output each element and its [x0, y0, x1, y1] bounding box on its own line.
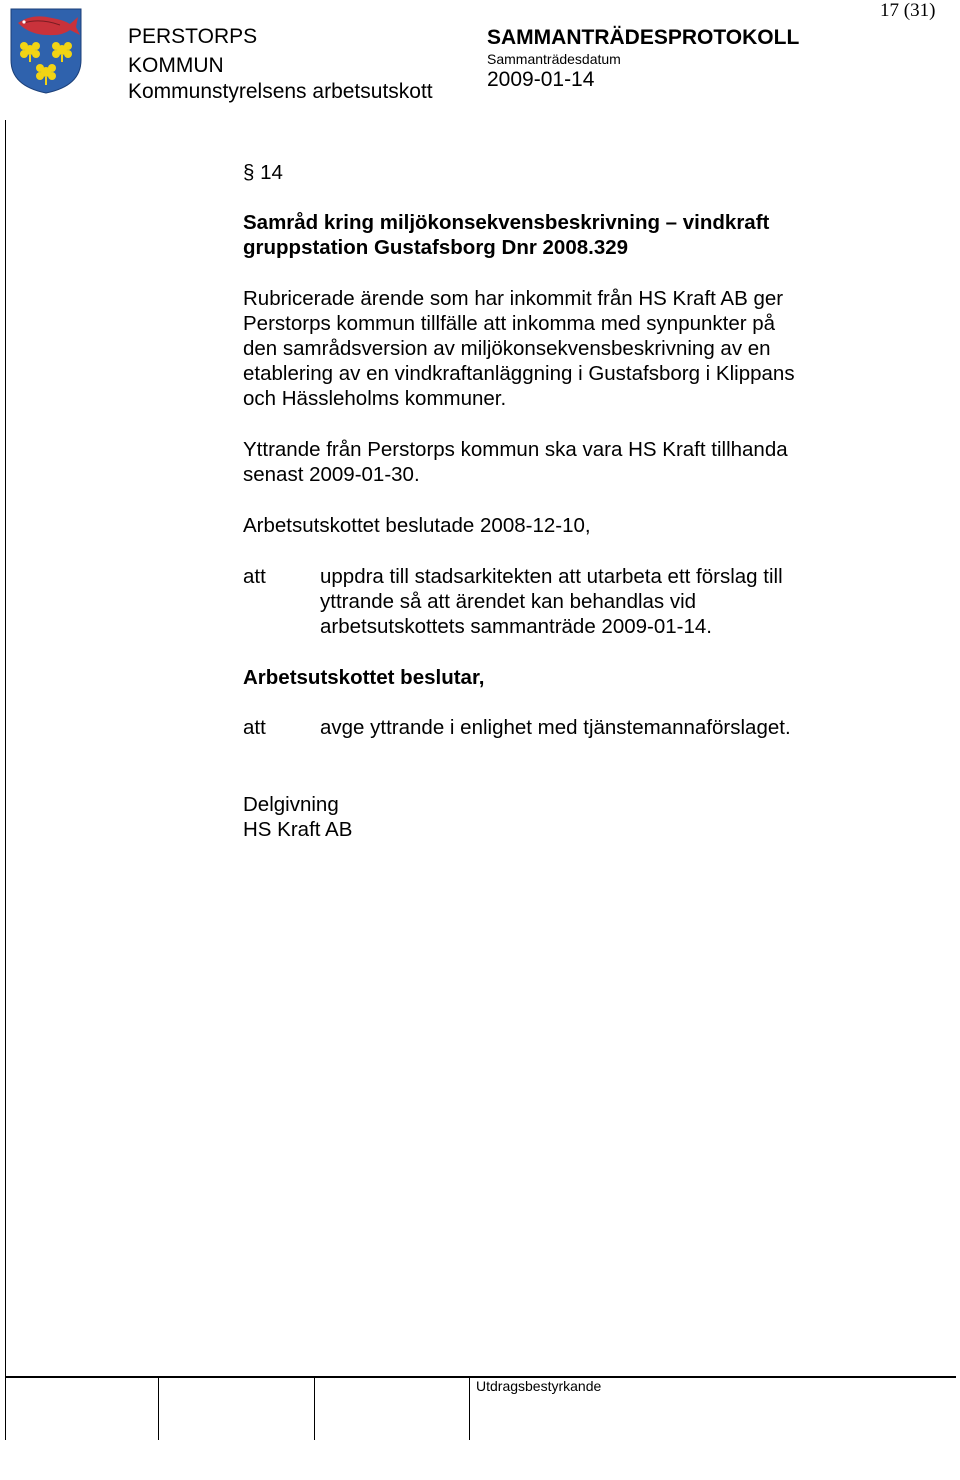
footer-cell-divider-3 [469, 1377, 470, 1440]
text-line: Yttrande från Perstorps kommun ska vara HS Kraft tillhanda [243, 438, 788, 461]
text-line: yttrande så att ärendet kan behandlas vid [320, 590, 697, 613]
page-number: 17 (31) [880, 0, 936, 21]
decision-label: att [243, 716, 266, 739]
decision-heading: Arbetsutskottet beslutar, [243, 666, 485, 689]
left-margin-line [5, 120, 6, 1440]
coat-of-arms-logo [10, 8, 82, 94]
text-line: den samrådsversion av miljökonsekvensbeskrivning av en [243, 337, 771, 360]
org-name-line2: KOMMUN [128, 54, 224, 77]
heading-line-1: Samråd kring miljökonsekvensbeskrivning – vindkraft [243, 211, 770, 234]
delivery-recipient: HS Kraft AB [243, 818, 353, 841]
text-line: Perstorps kommun tillfälle att inkomma med synpunkter på [243, 312, 776, 335]
org-committee: Kommunstyrelsens arbetsutskott [128, 80, 433, 103]
org-name-line1: PERSTORPS [128, 25, 258, 48]
footer-cell-divider-2 [314, 1377, 315, 1440]
paragraph-number: § 14 [243, 161, 283, 184]
text-line: Rubricerade ärende som har inkommit från HS Kraft AB ger [243, 287, 784, 310]
prior-decision-intro: Arbetsutskottet beslutade 2008-12-10, [243, 514, 591, 537]
extract-certification-label: Utdragsbestyrkande [476, 1378, 602, 1394]
meeting-date-label: Sammanträdesdatum [487, 51, 621, 67]
text-line: senast 2009-01-30. [243, 463, 420, 486]
prior-decision-text [320, 564, 783, 639]
footer-cell-divider-1 [158, 1377, 159, 1440]
text-line: etablering av en vindkraftanläggning i Gustafsborg i Klippans [243, 362, 795, 385]
heading-line-2: gruppstation Gustafsborg Dnr 2008.329 [243, 236, 629, 259]
meeting-date-value: 2009-01-14 [487, 68, 595, 91]
prior-decision-label: att [243, 565, 266, 588]
decision-text: avge yttrande i enlighet med tjänstemannaförslaget. [320, 716, 791, 739]
text-line: uppdra till stadsarkitekten att utarbeta ett förslag till [320, 565, 783, 588]
text-line: och Hässleholms kommuner. [243, 387, 507, 410]
delivery-label: Delgivning [243, 793, 339, 816]
text-line: arbetsutskottets sammanträde 2009-01-14. [320, 615, 712, 638]
deadline-paragraph [243, 437, 788, 487]
document-title: SAMMANTRÄDESPROTOKOLL [487, 26, 800, 49]
intro-paragraph [243, 286, 795, 411]
